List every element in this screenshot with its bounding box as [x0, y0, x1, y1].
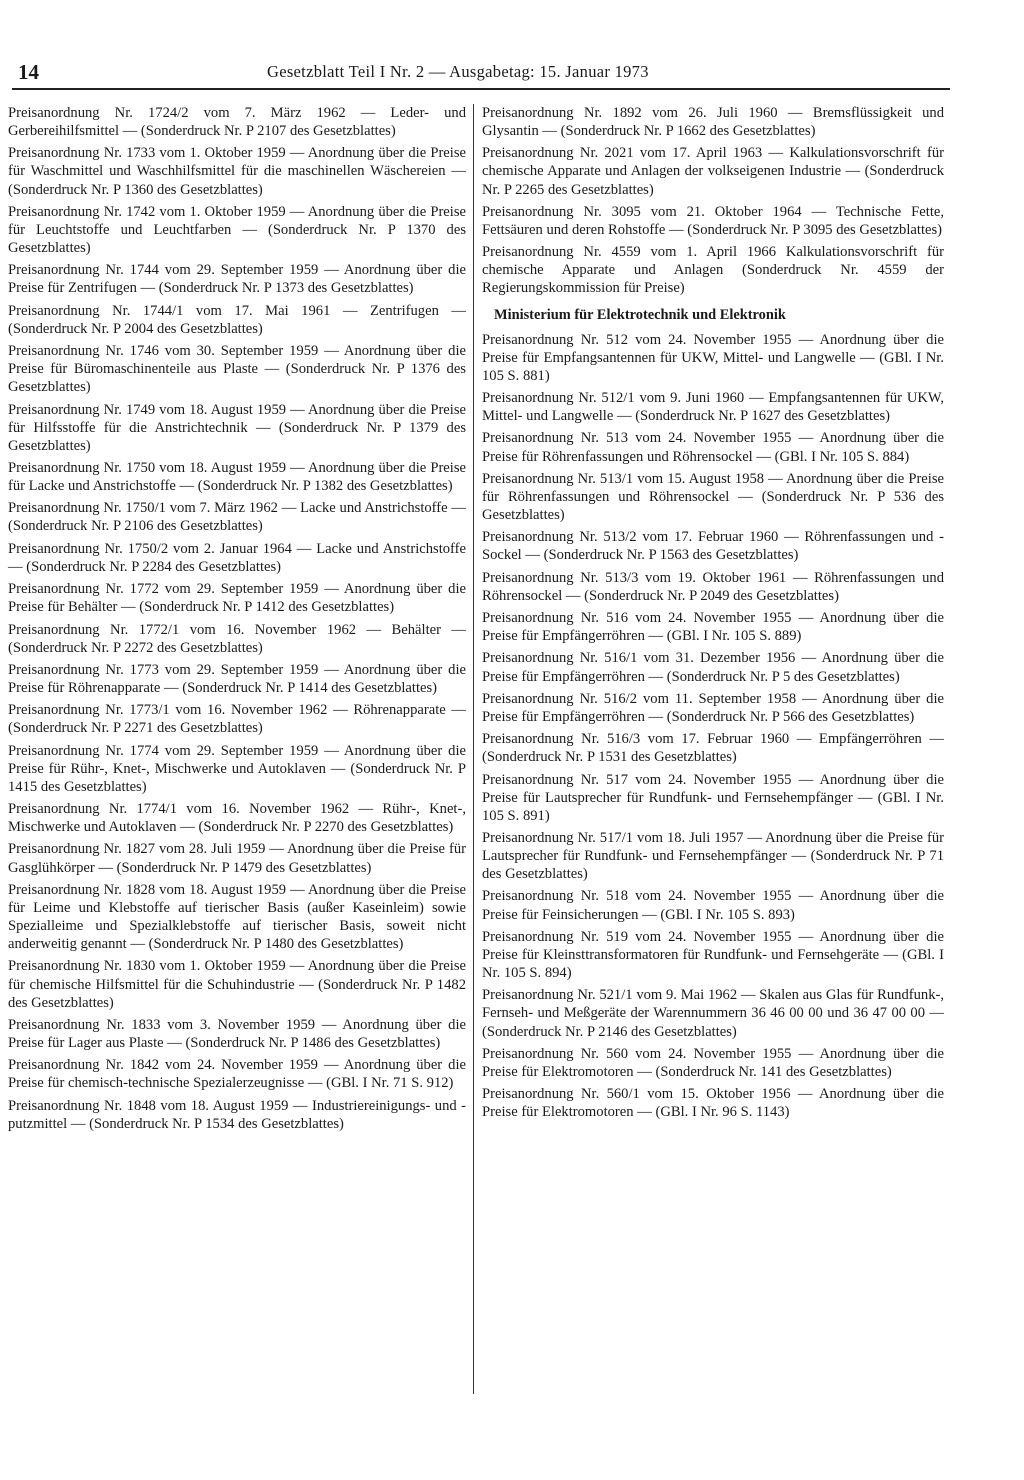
- price-order-entry: Preisanordnung Nr. 1774 vom 29. September 1959 — Anordnung über die Preise für Rühr-, Knet-, Mischwerke und Autoklaven — (Sonderdruck Nr. P 1415 des Gesetzblattes): [8, 742, 466, 795]
- price-order-entry: Preisanordnung Nr. 4559 vom 1. April 1966 Kalkulationsvorschrift für chemische Apparate und Anlagen (Sonderdruck Nr. 4559 der Regierungskommission für Preise): [482, 244, 944, 297]
- price-order-entry: Preisanordnung Nr. 1746 vom 30. September 1959 — Anordnung über die Preise für Büromaschinenteile aus Plaste — (Sonderdruck Nr. P 1376 des Gesetzblattes): [8, 343, 466, 396]
- price-order-entry: Preisanordnung Nr. 521/1 vom 9. Mai 1962 — Skalen aus Glas für Rundfunk-, Fernseh- und Meßgeräte der Warennummern 36 46 00 00 und 36 47 00 00 — (Sonderdruck Nr. P 2146 des Gesetzblattes): [482, 987, 944, 1040]
- right-column-top-entries: [482, 104, 944, 298]
- price-order-entry: Preisanordnung Nr. 2021 vom 17. April 1963 — Kalkulationsvorschrift für chemische Apparate und Anlagen der volkseigenen Industrie — (Sonderdruck Nr. P 2265 des Gesetzblattes): [482, 145, 944, 198]
- price-order-entry: Preisanordnung Nr. 1733 vom 1. Oktober 1959 — Anordnung über die Preise für Waschmittel und Waschhilfsmittel für die maschinellen Wäschereien — (Sonderdruck Nr. P 1360 des Gesetzblattes): [8, 145, 466, 198]
- price-order-entry: Preisanordnung Nr. 1772 vom 29. September 1959 — Anordnung über die Preise für Behälter — (Sonderdruck Nr. P 1412 des Gesetzblattes): [8, 581, 466, 616]
- price-order-entry: Preisanordnung Nr. 1773/1 vom 16. November 1962 — Röhrenapparate — (Sonderdruck Nr. P 2271 des Gesetzblattes): [8, 702, 466, 737]
- price-order-entry: Preisanordnung Nr. 517 vom 24. November 1955 — Anordnung über die Preise für Lautsprecher für Rundfunk- und Fernsehempfänger — (GBl. I Nr. 105 S. 891): [482, 771, 944, 824]
- price-order-entry: Preisanordnung Nr. 513/3 vom 19. Oktober 1961 — Röhrenfassungen und Röhrensockel — (Sonderdruck Nr. P 2049 des Gesetzblattes): [482, 569, 944, 604]
- section-heading: Ministerium für Elektrotechnik und Elektronik: [494, 306, 786, 323]
- price-order-entry: Preisanordnung Nr. 518 vom 24. November 1955 — Anordnung über die Preise für Feinsicherungen — (GBl. I Nr. 105 S. 893): [482, 888, 944, 923]
- price-order-entry: Preisanordnung Nr. 1750 vom 18. August 1959 — Anordnung über die Preise für Lacke und Anstrichstoffe — (Sonderdruck Nr. P 1382 des Gesetzblattes): [8, 460, 466, 495]
- price-order-entry: Preisanordnung Nr. 516/1 vom 31. Dezember 1956 — Anordnung über die Preise für Empfängerröhren — (Sonderdruck Nr. P 5 des Gesetzblattes): [482, 650, 944, 685]
- price-order-entry: Preisanordnung Nr. 1744/1 vom 17. Mai 1961 — Zentrifugen — (Sonderdruck Nr. P 2004 des Gesetzblattes): [8, 302, 466, 337]
- price-order-entry: Preisanordnung Nr. 1724/2 vom 7. März 1962 — Leder- und Gerbereihilfsmittel — (Sonderdruck Nr. P 2107 des Gesetzblattes): [8, 105, 466, 140]
- price-order-entry: Preisanordnung Nr. 1827 vom 28. Juli 1959 — Anordnung über die Preise für Gasglühkörper — (Sonderdruck Nr. P 1479 des Gesetzblattes): [8, 841, 466, 876]
- price-order-entry: Preisanordnung Nr. 1892 vom 26. Juli 1960 — Bremsflüssigkeit und Glysantin — (Sonderdruck Nr. P 1662 des Gesetzblattes): [482, 105, 944, 140]
- price-order-entry: Preisanordnung Nr. 512 vom 24. November 1955 — Anordnung über die Preise für Empfangsantennen für UKW, Mittel- und Langwelle — (GBl. I Nr. 105 S. 881): [482, 331, 944, 384]
- price-order-entry: Preisanordnung Nr. 1830 vom 1. Oktober 1959 — Anordnung über die Preise für chemische Hilfsmittel für die Schuhindustrie — (Sonderdruck Nr. P 1482 des Gesetzblattes): [8, 958, 466, 1011]
- price-order-entry: Preisanordnung Nr. 519 vom 24. November 1955 — Anordnung über die Preise für Kleinsttransformatoren für Rundfunk- und Fernsehgeräte — (GBl. I Nr. 105 S. 894): [482, 928, 944, 982]
- price-order-entry: Preisanordnung Nr. 513/1 vom 15. August 1958 — Anordnung über die Preise für Röhrenfassungen und Röhrensockel — (Sonderdruck Nr. P 536 des Gesetzblattes): [482, 470, 944, 523]
- price-order-entry: Preisanordnung Nr. 516 vom 24. November 1955 — Anordnung über die Preise für Empfängerröhren — (GBl. I Nr. 105 S. 889): [482, 610, 944, 645]
- price-order-entry: Preisanordnung Nr. 1848 vom 18. August 1959 — Industriereinigungs- und -putzmittel — (Sonderdruck Nr. P 1534 des Gesetzblattes): [8, 1097, 466, 1132]
- page-number: 14: [18, 60, 39, 84]
- price-order-entry: Preisanordnung Nr. 1749 vom 18. August 1959 — Anordnung über die Preise für Hilfsstoffe für die Anstrichtechnik — (Sonderdruck Nr. P 1379 des Gesetzblattes): [8, 401, 466, 454]
- price-order-entry: Preisanordnung Nr. 516/2 vom 11. September 1958 — Anordnung über die Preise für Empfängerröhren — (Sonderdruck Nr. P 566 des Gesetzblattes): [482, 690, 944, 725]
- right-column-bottom-entries: [482, 331, 944, 1122]
- price-order-entry: Preisanordnung Nr. 1742 vom 1. Oktober 1959 — Anordnung über die Preise für Leuchtstoffe und Leuchtfarben — (Sonderdruck Nr. P 1370 des Gesetzblattes): [8, 203, 466, 257]
- price-order-entry: Preisanordnung Nr. 1828 vom 18. August 1959 — Anordnung über die Preise für Leime und Klebstoffe auf tierischer Basis (außer Kaseinleim) sowie Spezialleime und Spezialklebstoffe auf tierischer Basis, soweit nicht anderweitig genannt — (Sonderdruck Nr. P 1480 des Gesetzblattes): [8, 881, 466, 953]
- header-title: Gesetzblatt Teil I Nr. 2 — Ausgabetag: 15. Januar 1973: [267, 62, 649, 81]
- page-header: [12, 56, 950, 90]
- price-order-entry: Preisanordnung Nr. 1750/1 vom 7. März 1962 — Lacke und Anstrichstoffe — (Sonderdruck Nr. P 2106 des Gesetzblattes): [8, 500, 466, 535]
- price-order-entry: Preisanordnung Nr. 513 vom 24. November 1955 — Anordnung über die Preise für Röhrenfassungen und Röhrensockel — (GBl. I Nr. 105 S. 884): [482, 430, 944, 465]
- right-column: [482, 104, 944, 1126]
- price-order-entry: Preisanordnung Nr. 1774/1 vom 16. November 1962 — Rühr-, Knet-, Mischwerke und Autoklaven — (Sonderdruck Nr. P 2270 des Gesetzblattes): [8, 801, 466, 836]
- price-order-entry: Preisanordnung Nr. 1750/2 vom 2. Januar 1964 — Lacke und Anstrichstoffe — (Sonderdruck Nr. P 2284 des Gesetzblattes): [8, 540, 466, 575]
- column-divider: [473, 104, 474, 1394]
- price-order-entry: Preisanordnung Nr. 3095 vom 21. Oktober 1964 — Technische Fette, Fettsäuren und deren Rohstoffe — (Sonderdruck Nr. P 3095 des Gesetzblattes): [482, 203, 944, 238]
- price-order-entry: Preisanordnung Nr. 1773 vom 29. September 1959 — Anordnung über die Preise für Röhrenapparate — (Sonderdruck Nr. P 1414 des Gesetzblattes): [8, 661, 466, 696]
- price-order-entry: Preisanordnung Nr. 516/3 vom 17. Februar 1960 — Empfängerröhren — (Sonderdruck Nr. P 1531 des Gesetzblattes): [482, 731, 944, 766]
- price-order-entry: Preisanordnung Nr. 1744 vom 29. September 1959 — Anordnung über die Preise für Zentrifugen — (Sonderdruck Nr. P 1373 des Gesetzblattes): [8, 262, 466, 297]
- price-order-entry: Preisanordnung Nr. 1842 vom 24. November 1959 — Anordnung über die Preise für chemisch-technische Spezialerzeugnisse — (GBl. I Nr. 71 S. 912): [8, 1057, 466, 1092]
- left-column: [8, 104, 466, 1137]
- price-order-entry: Preisanordnung Nr. 560 vom 24. November 1955 — Anordnung über die Preise für Elektromotoren — (Sonderdruck Nr. 141 des Gesetzblattes): [482, 1045, 944, 1080]
- price-order-entry: Preisanordnung Nr. 513/2 vom 17. Februar 1960 — Röhrenfassungen und -Sockel — (Sonderdruck Nr. P 1563 des Gesetzblattes): [482, 529, 944, 564]
- price-order-entry: Preisanordnung Nr. 517/1 vom 18. Juli 1957 — Anordnung über die Preise für Lautsprecher für Rundfunk- und Fernsehempfänger — (Sonderdruck Nr. P 71 des Gesetzblattes): [482, 830, 944, 883]
- price-order-entry: Preisanordnung Nr. 512/1 vom 9. Juni 1960 — Empfangsantennen für UKW, Mittel- und Langwelle — (Sonderdruck Nr. P 1627 des Gesetzblattes): [482, 390, 944, 425]
- price-order-entry: Preisanordnung Nr. 560/1 vom 15. Oktober 1956 — Anordnung über die Preise für Elektromotoren — (GBl. I Nr. 96 S. 1143): [482, 1086, 944, 1121]
- price-order-entry: Preisanordnung Nr. 1833 vom 3. November 1959 — Anordnung über die Preise für Lager aus Plaste — (Sonderdruck Nr. P 1486 des Gesetzblattes): [8, 1016, 466, 1051]
- price-order-entry: Preisanordnung Nr. 1772/1 vom 16. November 1962 — Behälter — (Sonderdruck Nr. P 2272 des Gesetzblattes): [8, 621, 466, 656]
